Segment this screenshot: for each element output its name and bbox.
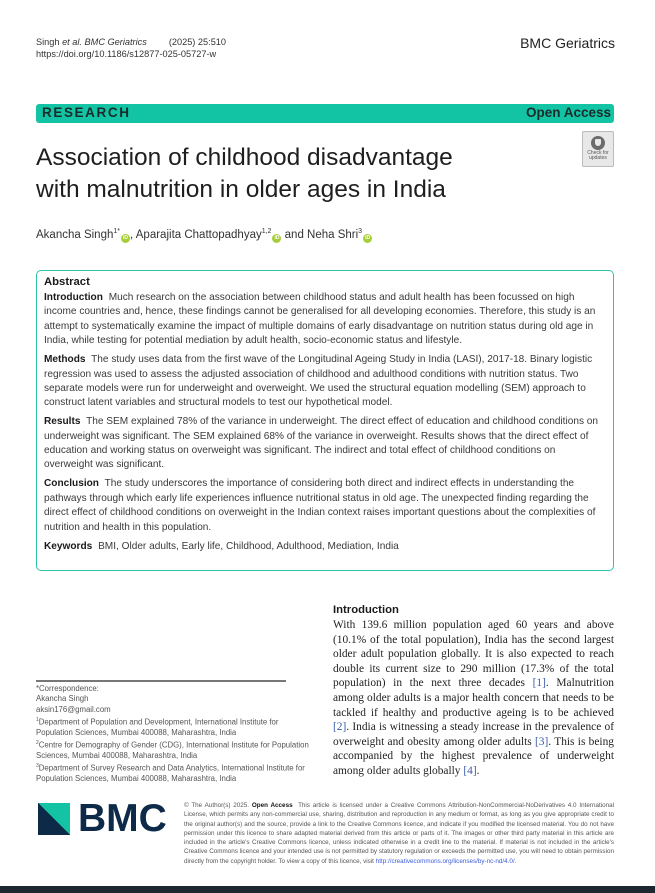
abstract-section-text: The study underscores the importance of considering both direct and indirect effects in understanding the pathways through which early life experiences influence nutritional status in old age. The unexpected finding regarding the direct effect of childhood conditions on overweight in the Indian context raises important questions about the complexities of nutrition and health in this population.: [44, 478, 596, 533]
license-link[interactable]: http://creativecommons.org/licenses/by-nc-nd/4.0/: [375, 857, 515, 865]
affiliation-text: Centre for Demography of Gender (CDG), International Institute for Population Sciences, Mumbai 400088, Maharashtra, India: [36, 740, 309, 760]
license-open-access: Open Access: [251, 802, 293, 809]
abstract-section-text: The SEM explained 78% of the variance in underweight. The direct effect of education and childhood conditions on underweight was significant. The SEM explained 68% of the variance in overweight. Results shows that the direct effect of education and working status on overweight was significant. The indirect and total effect of childhood conditions on overweight was significant.: [44, 416, 599, 471]
citation-author: Singh: [36, 37, 60, 47]
correspondence-label: *Correspondence:: [36, 684, 99, 693]
abstract-box: [36, 270, 614, 571]
author-affiliation: 1*: [113, 228, 120, 235]
abstract-section-text: BMI, Older adults, Early life, Childhood, Adulthood, Mediation, India: [98, 540, 399, 552]
abstract-section-results: [44, 415, 606, 473]
abstract-section-label: Keywords: [44, 540, 93, 552]
title-line-1: Association of childhood disadvantage: [36, 144, 453, 171]
abstract-section-label: Methods: [44, 354, 86, 366]
intro-text: . This is being accompanied by the highest prevalence of underweight among older adults globally: [333, 735, 614, 777]
article-title: [36, 142, 556, 206]
bmc-logo-text: BMC: [78, 797, 167, 840]
author-affiliation: 1,2: [261, 228, 272, 235]
citation-link[interactable]: [3]: [535, 735, 549, 748]
orcid-icon[interactable]: iD: [274, 234, 280, 241]
citation-journal: et al. BMC Geriatrics: [62, 37, 147, 47]
affiliation-number: 2: [36, 740, 39, 747]
intro-text: . India is witnessing a steady increase in the prevalence of overweight and obesity among older adults: [333, 721, 614, 748]
bmc-logo-square-icon: [38, 803, 70, 835]
abstract-section-conclusion: [44, 477, 606, 535]
author-list: [36, 228, 372, 243]
author-name[interactable]: Neha Shri: [307, 228, 359, 241]
citation-link[interactable]: [4]: [463, 764, 477, 777]
abstract-section-text: The study uses data from the first wave of the Longitudinal Ageing Study in India (LASI), 2017-18. Binary logistic regression was used to assess the adjusted association of childhood and adulthood conditions with nutrition status. Two separate models were run for underweight and overweight. We used the structural equation modelling (SEM) approach to construct latent variables and structural models to test our hypothetical model.: [44, 354, 593, 409]
abstract-section-introduction: [44, 291, 606, 349]
license-body: This article is licensed under a Creative Commons Attribution-NonCommercial-NoDerivatives 4.0 International License, which permits any non-commercial use, sharing, distribution and reproduction in any medium or format, as long as you give appropriate credit to the original author(s) and the source, provide a link to the Creative Commons licence, and indicate if you modified the licensed material. You do not have permission under this licence to share adapted material derived from this article or parts of it. The images or other third party material in this article are included in the article's Creative Commons licence, unless indicated otherwise in a credit line to the material. If material is not included in the article's Creative Commons licence and your intended use is not permitted by statutory regulation or exceeds the permitted use, you will need to obtain permission directly from the copyright holder. To view a copy of this licence, visit: [184, 802, 615, 865]
author-separator: and: [281, 228, 308, 241]
citation-header: [36, 36, 226, 60]
abstract-heading: Abstract: [44, 276, 90, 288]
citation-link[interactable]: [2]: [333, 721, 347, 734]
correspondence-name: Akancha Singh: [36, 694, 89, 704]
check-for-updates-line2: updates: [589, 155, 607, 161]
check-for-updates-line1: Check for: [587, 150, 609, 156]
introduction-heading: Introduction: [333, 604, 399, 616]
intro-text: .: [476, 764, 480, 777]
abstract-section-keywords: [44, 540, 606, 554]
bookmark-icon: [591, 136, 605, 150]
abstract-section-label: Introduction: [44, 292, 103, 303]
affiliation-item: [36, 738, 311, 761]
abstract-section-label: Results: [44, 416, 81, 428]
author-name[interactable]: Aparajita Chattopadhyay: [135, 228, 262, 241]
intro-text: . Malnutrition among older adults is a major health concern that needs to be tackled if healthy and productive ageing is to be achieved: [333, 677, 614, 719]
abstract-section-text: Much research on the association between childhood status and adult health has been focussed on high income countries and, hence, these findings cannot be generalised for all developing economies. Therefore, this study is an attempt to systematically examine the impact of multiple domains of early disadvantage on nutrition status during old age in India, while testing for potential mediation by adult health, socio-economic status and lifestyle.: [44, 292, 596, 347]
footnote-divider: [36, 680, 286, 682]
abstract-section-methods: [44, 353, 606, 411]
affiliation-text: Department of Survey Research and Data Analytics, International Institute for Population Sciences, Mumbai 400088, Maharashtra, India: [36, 763, 305, 784]
correspondence-email[interactable]: aksin176@gmail.com: [36, 704, 111, 714]
citation-line: [36, 36, 226, 48]
orcid-icon[interactable]: iD: [123, 234, 128, 241]
intro-text: With 139.6 million population aged 60 years and above (10.1% of the total population), India has the second largest older adult population globally. It is also expected to reach double its current size to 290 million (17.3% of the total population) in the next three decades: [333, 619, 614, 690]
open-access-label: Open Access: [525, 105, 611, 120]
introduction-body: [333, 618, 614, 779]
journal-name: BMC Geriatrics: [520, 35, 615, 51]
author-name[interactable]: Akancha Singh: [36, 228, 114, 241]
article-type: RESEARCH: [42, 105, 131, 120]
citation-year-volume: (2025) 25:510: [168, 37, 227, 47]
doi-link[interactable]: https://doi.org/10.1186/s12877-025-05727-w: [36, 49, 217, 59]
copyright: © The Author(s) 2025.: [184, 802, 250, 809]
license-text: [184, 801, 614, 866]
affiliation-item: [36, 761, 311, 784]
author-separator: ,: [130, 228, 136, 241]
affiliation-text: Department of Population and Development, International Institute for Population Sciences, Mumbai 400088, Maharashtra, India: [36, 717, 279, 737]
bottom-bar: [0, 886, 655, 893]
title-line-2: with malnutrition in older ages in India: [36, 176, 446, 203]
affiliation-list: [36, 715, 311, 785]
footnotes: [36, 684, 311, 784]
abstract-section-label: Conclusion: [44, 478, 99, 490]
citation-link[interactable]: [1]: [532, 677, 546, 690]
check-for-updates-button[interactable]: [582, 131, 614, 167]
affiliation-number: 1: [36, 716, 39, 723]
article-type-band: [36, 104, 614, 123]
affiliation-number: 3: [36, 763, 39, 770]
affiliation-item: [36, 715, 311, 738]
abstract-sections: [44, 291, 606, 554]
author-affiliation: 3: [358, 228, 363, 235]
license-end: .: [514, 857, 517, 865]
orcid-icon[interactable]: iD: [365, 234, 371, 241]
